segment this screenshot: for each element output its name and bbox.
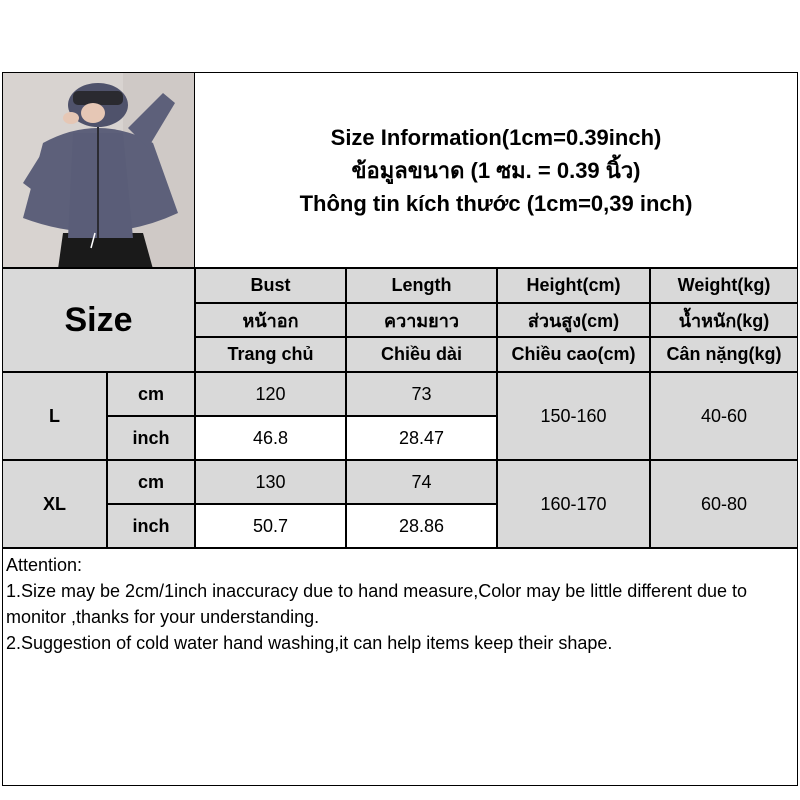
header-bust-th: หน้าอก [195, 303, 346, 337]
size-chart [2, 72, 798, 786]
size-xl-length-cm: 74 [346, 460, 497, 504]
size-l-unit-cm: cm [107, 372, 195, 416]
title-english: Size Information(1cm=0.39inch) [330, 124, 662, 150]
header-length-vi: Chiều dài [346, 337, 497, 372]
size-l-height: 150-160 [497, 372, 650, 460]
size-xl-weight: 60-80 [650, 460, 798, 548]
attention-heading: Attention: [6, 555, 83, 575]
size-xl-unit-cm: cm [107, 460, 195, 504]
header-height-th: ส่วนสูง(cm) [497, 303, 650, 337]
size-xl-unit-inch: inch [107, 504, 195, 548]
size-l-length-cm: 73 [346, 372, 497, 416]
size-xl-bust-inch: 50.7 [195, 504, 346, 548]
size-l-bust-cm: 120 [195, 372, 346, 416]
attention-note-1: 1.Size may be 2cm/1inch inaccuracy due to hand measure,Color may be little different due to monitor ,thanks for your understanding. [6, 581, 748, 627]
size-l-label: L [2, 372, 107, 460]
title-thai: ข้อมูลขนาด (1 ซม. = 0.39 นิ้ว) [351, 157, 641, 183]
title-vietnamese: Thông tin kích thước (1cm=0,39 inch) [299, 190, 693, 216]
size-xl-height: 160-170 [497, 460, 650, 548]
size-header-label: Size [64, 300, 133, 339]
header-height-en: Height(cm) [497, 268, 650, 303]
size-l-length-inch: 28.47 [346, 416, 497, 460]
header-bust-vi: Trang chủ [195, 337, 346, 372]
size-xl-bust-cm: 130 [195, 460, 346, 504]
header-length-th: ความยาว [346, 303, 497, 337]
title-block [195, 72, 798, 268]
model-wearing-jacket-image [3, 73, 195, 268]
header-weight-vi: Cân nặng(kg) [650, 337, 798, 372]
header-weight-en: Weight(kg) [650, 268, 798, 303]
header-bust-en: Bust [195, 268, 346, 303]
product-photo [2, 72, 195, 268]
size-l-unit-inch: inch [107, 416, 195, 460]
size-xl-length-inch: 28.86 [346, 504, 497, 548]
header-height-vi: Chiều cao(cm) [497, 337, 650, 372]
size-header [2, 268, 195, 372]
header-weight-th: น้ำหนัก(kg) [650, 303, 798, 337]
attention-note-2: 2.Suggestion of cold water hand washing,it can help items keep their shape. [6, 633, 613, 653]
attention-notes [2, 548, 798, 786]
size-xl-label: XL [2, 460, 107, 548]
size-l-weight: 40-60 [650, 372, 798, 460]
size-l-bust-inch: 46.8 [195, 416, 346, 460]
header-length-en: Length [346, 268, 497, 303]
